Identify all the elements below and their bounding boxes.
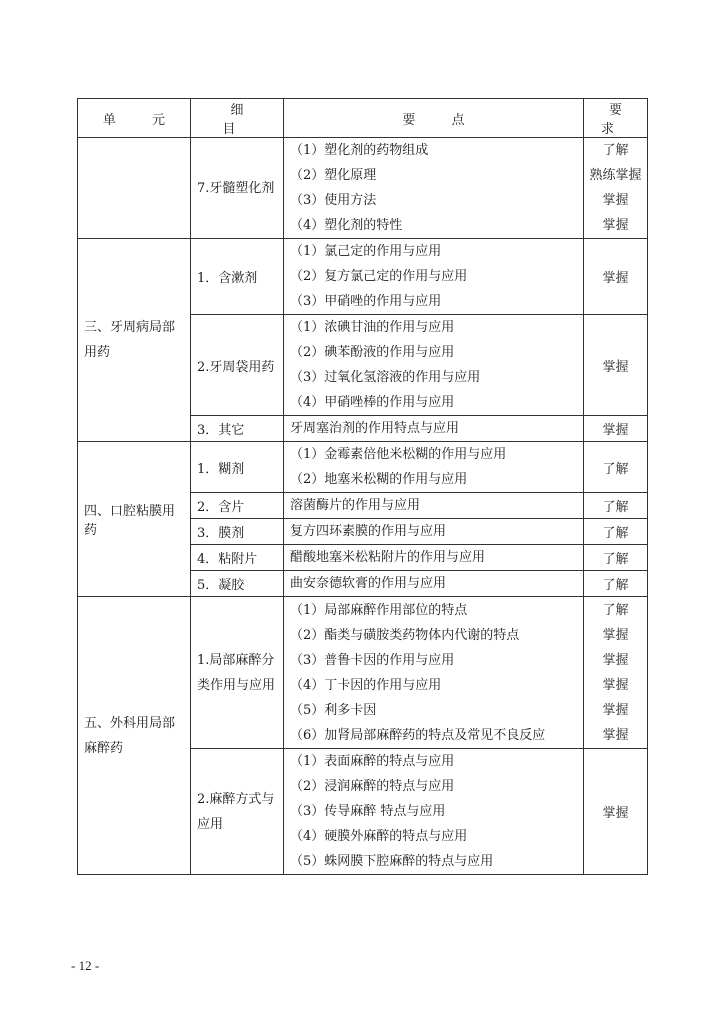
item-cell: 1．含漱剂 [191, 239, 284, 315]
table-row [78, 138, 648, 239]
requirement-cell: 了解 [584, 493, 648, 519]
table-row [78, 597, 648, 749]
point-line: （5）蛛网膜下腔麻醉的特点与应用 [290, 854, 494, 869]
header-requirement: 要 求 [584, 99, 648, 138]
points-cell [284, 315, 584, 416]
points-cell [284, 597, 584, 749]
points-cell: 曲安奈德软膏的作用与应用 [284, 571, 584, 597]
unit-cell: 五、外科用局部麻醉药 [78, 597, 191, 875]
points-cell [284, 442, 584, 493]
point-line: （4）塑化剂的特性 [290, 218, 403, 233]
table-row [78, 239, 648, 315]
points-cell [284, 749, 584, 875]
header-item: 细 目 [191, 99, 284, 138]
page-number: - 12 - [71, 958, 100, 973]
points-cell: 复方四环素膜的作用与应用 [284, 519, 584, 545]
header-points: 要 点 [284, 99, 584, 138]
item-cell: 4．粘附片 [191, 545, 284, 571]
point-line: （3）传导麻醉 特点与应用 [290, 804, 446, 819]
point-line: （4）丁卡因的作用与应用 [290, 677, 442, 693]
point-line: （1）塑化剂的药物组成 [290, 143, 429, 158]
item-cell: 2.牙周袋用药 [191, 315, 284, 416]
point-line: （2）浸润麻醉的特点与应用 [290, 779, 455, 794]
item-cell: 2.麻醉方式与应用 [191, 749, 284, 875]
points-cell [284, 239, 584, 315]
point-line: （3）甲硝唑的作用与应用 [290, 294, 442, 309]
table-row [78, 442, 648, 493]
item-cell: 3．其它 [191, 416, 284, 442]
requirement-cell: 了解 [584, 519, 648, 545]
item-cell: 5．凝胶 [191, 571, 284, 597]
requirement-cell: 了解 [584, 545, 648, 571]
point-line: （2）复方氯己定的作用与应用 [290, 269, 468, 284]
requirement-cell: 了解 [584, 442, 648, 493]
points-cell [284, 416, 584, 442]
unit-cell: 三、牙周病局部用药 [78, 239, 191, 442]
points-cell [284, 138, 584, 239]
points-cell: 醋酸地塞米松粘附片的作用与应用 [284, 545, 584, 571]
unit-cell: 四、口腔粘膜用药 [78, 442, 191, 597]
point-line: （3）过氧化氢溶液的作用与应用 [290, 370, 481, 385]
point-line: （4）硬膜外麻醉的特点与应用 [290, 829, 468, 844]
point-line: （2）酯类与磺胺类药物体内代谢的特点 [290, 627, 520, 643]
item-cell: 1.局部麻醉分类作用与应用 [191, 597, 284, 749]
item-cell: 7.牙髓塑化剂 [191, 138, 284, 239]
point-line: （3）普鲁卡因的作用与应用 [290, 652, 455, 668]
point-line: （1）氯己定的作用与应用 [290, 244, 442, 259]
point-line: （5）利多卡因 [290, 702, 377, 718]
syllabus-table [77, 98, 648, 875]
requirement-cell: 掌握 [584, 416, 648, 442]
requirement-cell: 掌握 [584, 239, 648, 315]
point-line: （1）金霉素倍他米松糊的作用与应用 [290, 447, 507, 462]
item-cell: 3．膜剂 [191, 519, 284, 545]
point-line: （1）浓碘甘油的作用与应用 [290, 320, 455, 335]
point-line: （1）局部麻醉作用部位的特点 [290, 602, 468, 618]
point-line: （4）甲硝唑棒的作用与应用 [290, 395, 455, 410]
table-header-row [78, 99, 648, 138]
point-line: （2）碘苯酚液的作用与应用 [290, 345, 455, 360]
requirement-cell: 掌握 [584, 749, 648, 875]
header-unit: 单 元 [78, 99, 191, 138]
point-line: （6）加肾局部麻醉药的特点及常见不良反应 [290, 727, 546, 743]
requirement-cell: 掌握 [584, 315, 648, 416]
unit-cell [78, 138, 191, 239]
item-cell: 1．糊剂 [191, 442, 284, 493]
point-line: （3）使用方法 [290, 193, 377, 208]
points-cell: 溶菌酶片的作用与应用 [284, 493, 584, 519]
requirement-cell: 了解 掌握 掌握 掌握 掌握 掌握 [584, 597, 648, 749]
requirement-cell: 了解 [584, 571, 648, 597]
point-line: 牙周塞治剂的作用特点与应用 [290, 421, 460, 436]
point-line: （2）塑化原理 [290, 168, 377, 183]
item-cell: 2．含片 [191, 493, 284, 519]
point-line: （2）地塞米松糊的作用与应用 [290, 472, 468, 487]
point-line: （1）表面麻醉的特点与应用 [290, 754, 455, 769]
requirement-cell: 了解 熟练掌握 掌握 掌握 [584, 138, 648, 239]
